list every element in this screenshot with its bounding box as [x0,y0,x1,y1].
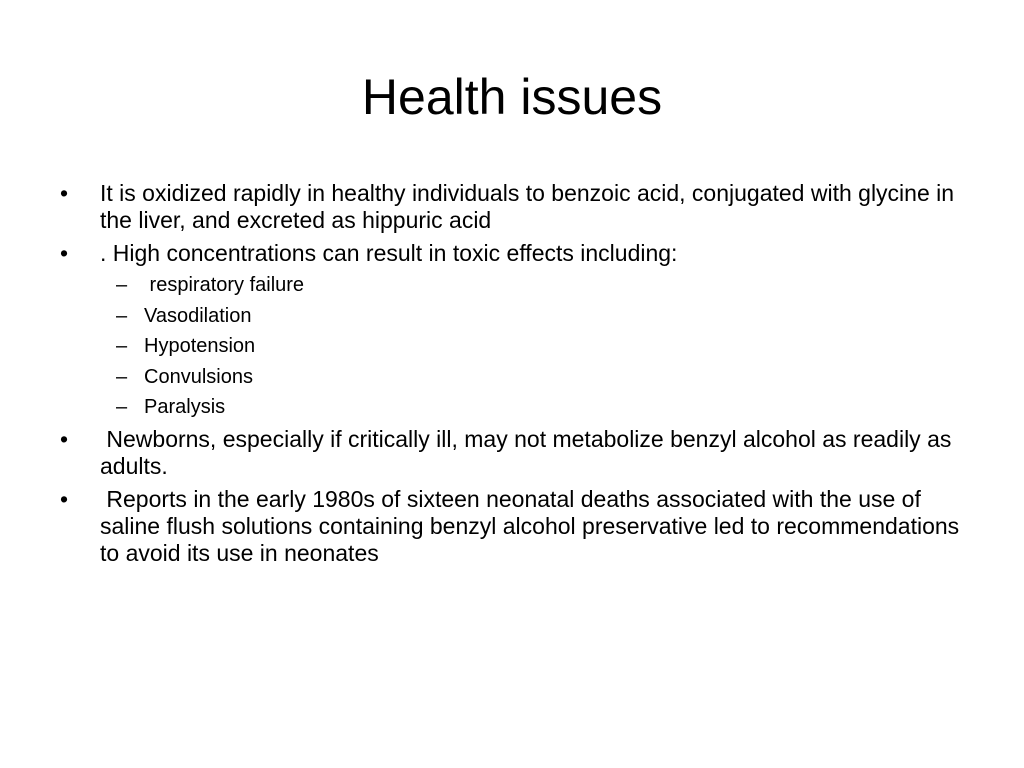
bullet-marker: • [60,485,69,512]
bullet-item [56,486,976,567]
sub-bullet-item [100,304,976,328]
sub-bullet-item [100,395,976,419]
sub-bullet-item [100,334,976,358]
sub-bullet-marker: – [116,335,128,357]
bullet-list [56,180,976,573]
slide-title: Health issues [361,69,663,125]
bullet-marker: • [60,240,69,266]
bullet-marker: • [60,425,69,452]
bullet-text: Newborns, especially if critically ill, may not metabolize benzyl alcohol as readily as adults. [100,425,958,479]
sub-bullet-marker: – [116,304,128,327]
bullet-item [56,426,976,480]
sub-bullet-list [100,273,976,419]
sub-bullet-marker: – [116,396,128,418]
bullet-item [56,180,976,234]
sub-bullet-text: Paralysis [144,396,226,418]
sub-bullet-item [100,365,976,389]
sub-bullet-text: respiratory failure [144,274,305,296]
sub-bullet-text: Vasodilation [144,304,252,327]
sub-bullet-marker: – [116,365,128,388]
bullet-text: It is oxidized rapidly in healthy individuals to benzoic acid, conjugated with glycine in the liver, and excreted as hippuric acid [100,180,955,233]
sub-bullet-text: Convulsions [144,365,253,388]
sub-bullet-marker: – [116,274,128,296]
bullet-text: Reports in the early 1980s of sixteen neonatal deaths associated with the use of saline flush solutions containing benzyl alcohol preservative led to recommendations to avoid its use in neonates [100,485,966,566]
sub-bullet-text: Hypotension [144,335,256,357]
bullet-marker: • [60,180,69,206]
sub-bullet-item [100,273,976,297]
bullet-item [56,240,976,419]
bullet-text: . High concentrations can result in toxic effects including: [100,240,678,266]
